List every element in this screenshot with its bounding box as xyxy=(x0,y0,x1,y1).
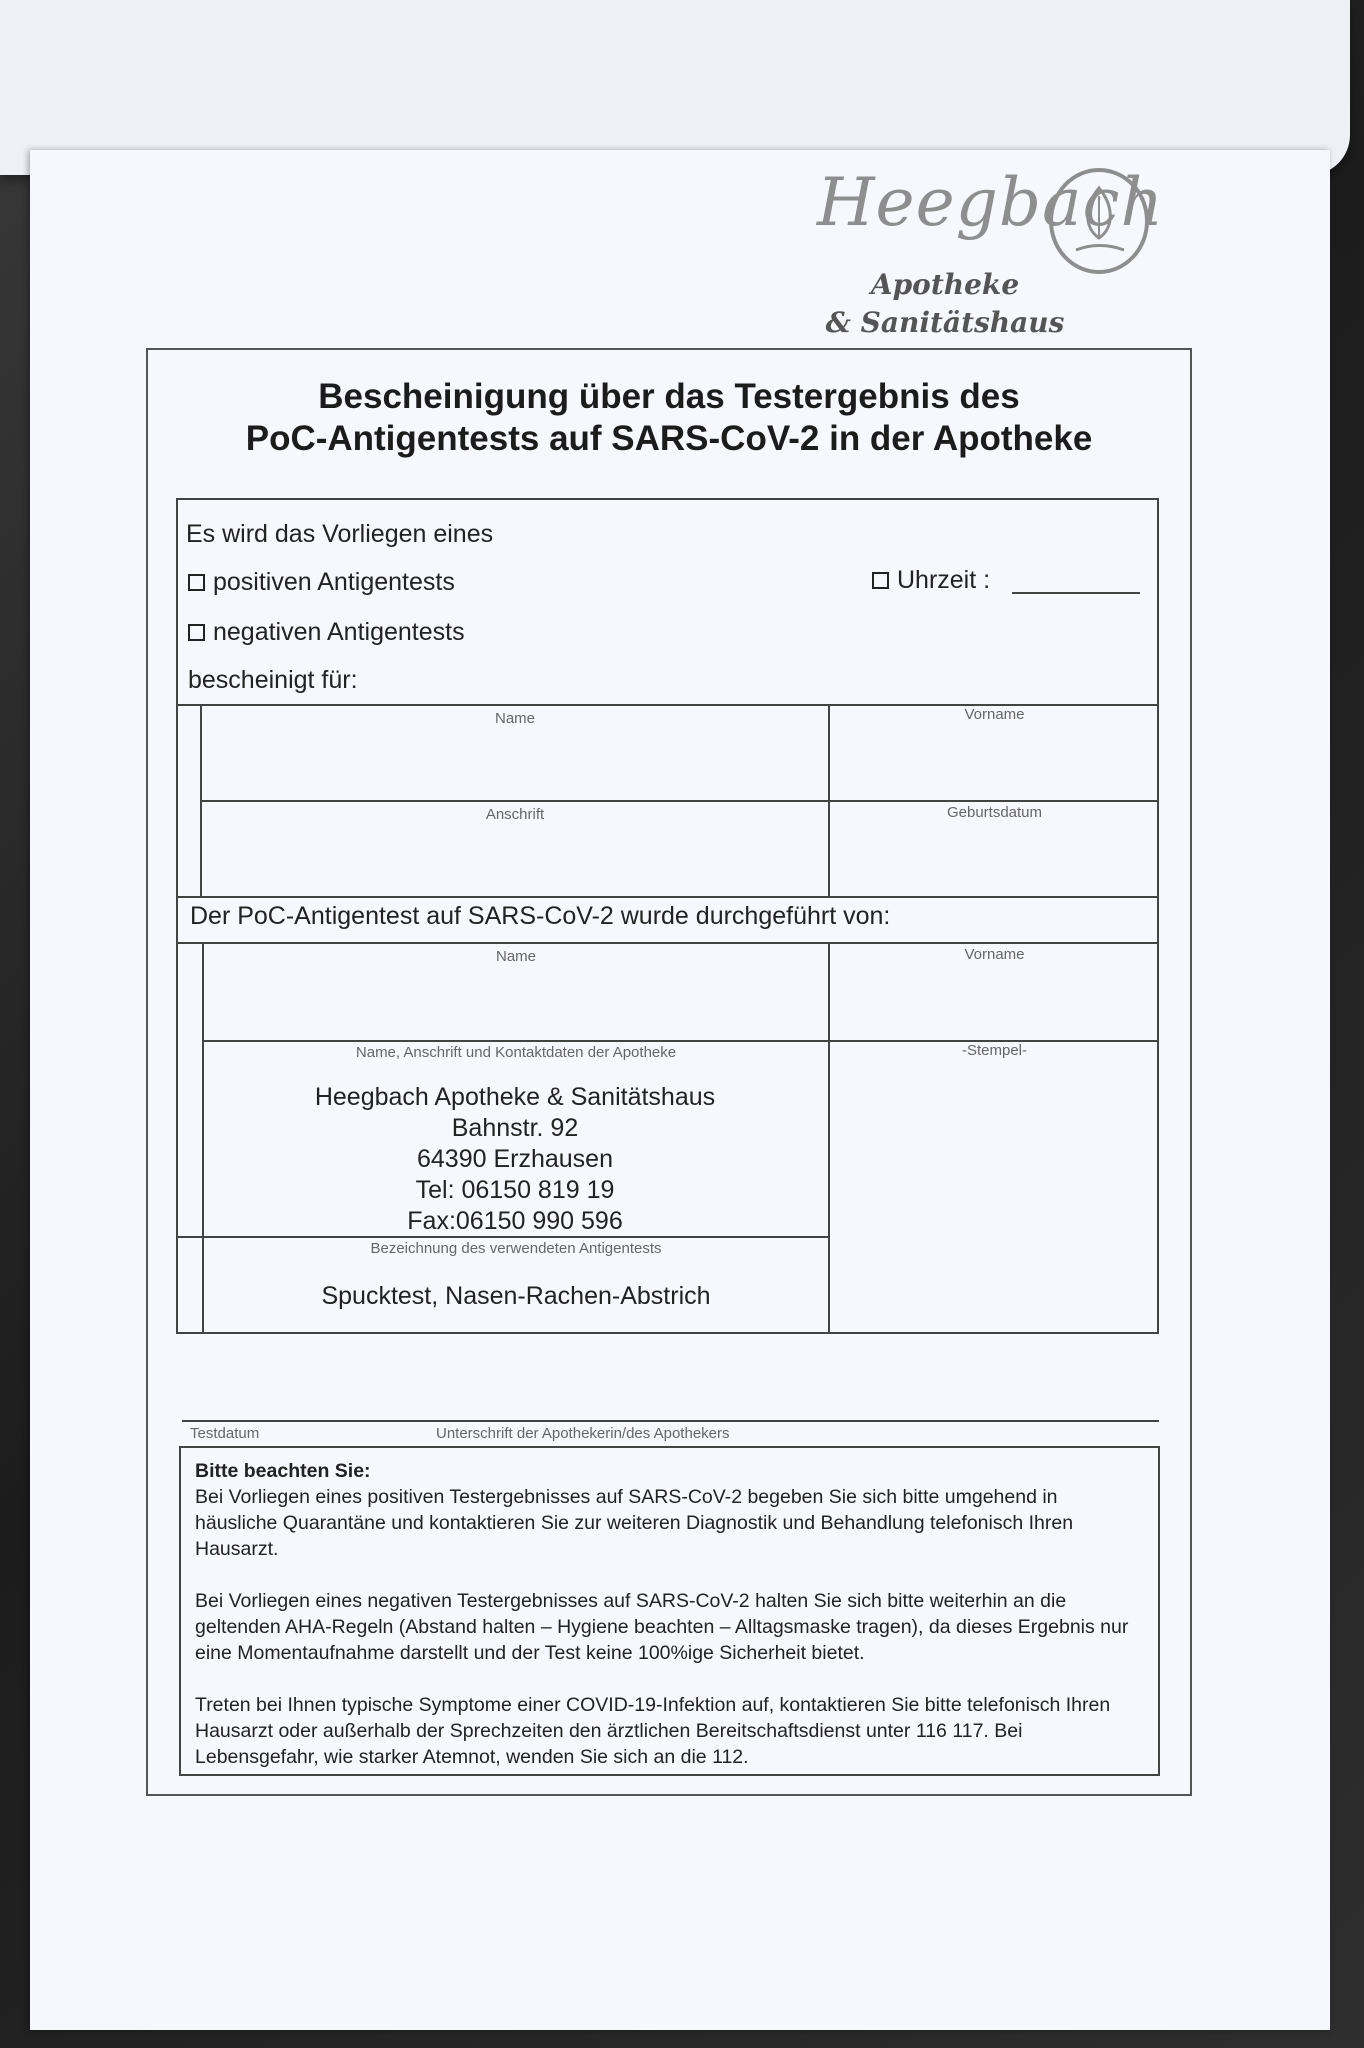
form-title-line1: Bescheinigung über das Testergebnis des xyxy=(318,377,1020,416)
certified-for-text: bescheinigt für: xyxy=(188,666,358,694)
pharmacy-address-block xyxy=(230,1082,800,1237)
drop-in-circle-icon xyxy=(1046,166,1152,276)
person-name-field[interactable]: Name xyxy=(494,710,535,727)
negative-checkbox[interactable] xyxy=(188,624,205,641)
notice-heading: Bitte beachten Sie: xyxy=(195,1460,371,1482)
notice-negative-paragraph: Bei Vorliegen eines negativen Testergebnisses auf SARS-CoV-2 halten Sie sich bitte weiterhin an die geltenden AHA-Regeln (Abstand halten – Hygiene beachten – Alltagsmaske tragen), da dieses Ergebnis nur eine Momentaufnahme darstellt und der Test keine 100%ige Sicherheit bietet. xyxy=(195,1590,1129,1664)
positive-option[interactable] xyxy=(188,568,455,597)
pharmacy-phone: Tel: 06150 819 19 xyxy=(415,1176,615,1204)
negative-label: negativen Antigentests xyxy=(213,618,465,646)
stamp-field[interactable]: -Stempel- xyxy=(961,1042,1028,1059)
test-date-label: Testdatum xyxy=(190,1425,260,1442)
signature-label: Unterschrift der Apothekerin/des Apothekers xyxy=(436,1425,730,1442)
person-address-field[interactable]: Anschrift xyxy=(485,806,545,823)
negative-option[interactable] xyxy=(188,618,465,647)
notice-symptoms-paragraph: Treten bei Ihnen typische Symptome einer COVID-19-Infektion auf, kontaktieren Sie bitte telefonisch Ihren Hausarzt oder außerhalb der Sprechzeiten den ärztlichen Bereitschaftsdienst unter 116 117. Bei Lebensgefahr, wie starker Atemnot, wenden Sie sich an die 112. xyxy=(195,1694,1111,1768)
notice-box xyxy=(179,1446,1160,1776)
form-title-line2: PoC-Antigentests auf SARS-CoV-2 in der Apotheke xyxy=(245,419,1093,458)
brand-script-name: Heegbach xyxy=(817,164,1164,241)
notice-positive-paragraph: Bei Vorliegen eines positiven Testergebnisses auf SARS-CoV-2 begeben Sie sich bitte umgehend in häusliche Quarantäne und kontaktieren Sie zur weiteren Diagnostik und Behandlung telefonisch Ihren Hausarzt. xyxy=(195,1486,1074,1560)
performer-heading: Der PoC-Antigentest auf SARS-CoV-2 wurde durchgeführt von: xyxy=(190,902,891,930)
signature-line[interactable] xyxy=(182,1420,1159,1422)
person-birthdate-field[interactable]: Geburtsdatum xyxy=(946,804,1043,821)
time-option[interactable] xyxy=(872,566,990,595)
person-grid-bottom xyxy=(176,896,1159,898)
person-grid-middle xyxy=(200,800,1159,802)
pharmacy-name: Heegbach Apotheke & Sanitätshaus xyxy=(314,1083,716,1111)
time-label: Uhrzeit : xyxy=(897,566,991,594)
pharmacy-street: Bahnstr. 92 xyxy=(451,1114,579,1142)
folded-back-sheet xyxy=(0,0,1350,175)
time-checkbox[interactable] xyxy=(872,572,889,589)
performer-firstname-field[interactable]: Vorname xyxy=(964,946,1025,963)
pharmacy-city: 64390 Erzhausen xyxy=(417,1145,613,1173)
pharmacy-fax: Fax:06150 990 596 xyxy=(407,1207,623,1235)
intro-text: Es wird das Vorliegen eines xyxy=(186,520,494,548)
performer-grid-divider xyxy=(828,942,830,1334)
form-title xyxy=(146,376,1192,460)
person-firstname-field[interactable]: Vorname xyxy=(964,706,1025,723)
brand-subtitle-sanitaetshaus: & Sanitätshaus xyxy=(825,306,1065,339)
performer-grid-top xyxy=(176,942,1159,944)
time-entry-line[interactable] xyxy=(1012,592,1140,594)
performer-grid-left-margin xyxy=(202,942,204,1334)
pharmacy-details-label: Name, Anschrift und Kontaktdaten der Apotheke xyxy=(355,1044,677,1061)
test-type-value[interactable]: Spucktest, Nasen-Rachen-Abstrich xyxy=(321,1282,711,1310)
brand-subtitle-apotheke: Apotheke xyxy=(870,268,1020,301)
test-type-label: Bezeichnung des verwendeten Antigentests xyxy=(370,1240,662,1257)
positive-label: positiven Antigentests xyxy=(213,568,455,596)
positive-checkbox[interactable] xyxy=(188,574,205,591)
performer-name-field[interactable]: Name xyxy=(495,948,536,965)
